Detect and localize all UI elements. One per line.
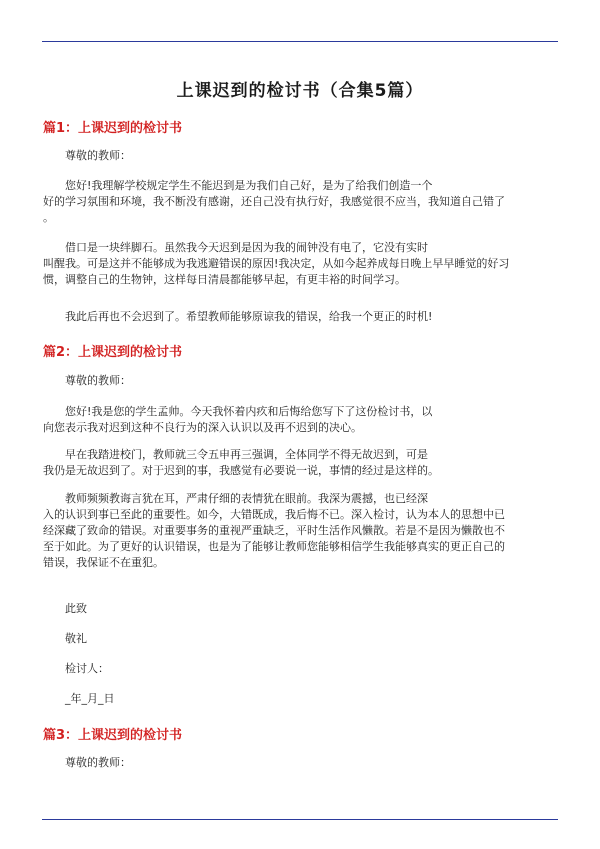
text-line: 入的认识到事已至此的重要性。如今，大错既成，我后悔不已。深入检讨，认为本人的思想中已 <box>43 508 505 521</box>
text-line: 向您表示我对迟到这种不良行为的深入认识以及再不迟到的决心。 <box>43 421 362 434</box>
text-line: 教师频频教诲言犹在耳，严肃仔细的表情犹在眼前。我深为震撼，也已经深 <box>65 492 428 505</box>
section-heading-1: 篇1：上课迟到的检讨书 <box>43 121 183 136</box>
text-line: 我仍是无故迟到了。对于迟到的事，我感觉有必要说一说，事情的经过是这样的。 <box>43 464 439 477</box>
closing-line-1: 此致 <box>65 602 87 615</box>
closing-line-4: _年_月_日 <box>65 692 115 705</box>
document-title: 上课迟到的检讨书（合集5篇） <box>176 81 424 101</box>
greeting-3: 尊敬的教师： <box>65 756 131 769</box>
closing-line-2: 敬礼 <box>65 632 87 645</box>
text-line: 至于如此。为了更好的认识错误，也是为了能够让教师您能够相信学生我能够真实的更正自己的 <box>43 540 505 553</box>
paragraph-2-2 <box>43 447 558 479</box>
text-line: 我此后再也不会迟到了。希望教师能够原谅我的错误，给我一个更正的时机! <box>65 310 433 323</box>
text-line: 您好!我理解学校规定学生不能迟到是为我们自己好，是为了给我们创造一个 <box>65 179 433 192</box>
text-line: 好的学习氛围和环境，我不断没有感谢，还自己没有执行好，我感觉很不应当，我知道自己错了 <box>43 195 505 208</box>
paragraph-1-3 <box>43 309 558 325</box>
bottom-rule <box>42 819 558 820</box>
paragraph-1-1 <box>43 178 558 226</box>
section-heading-2: 篇2：上课迟到的检讨书 <box>43 345 183 360</box>
greeting-1: 尊敬的教师： <box>65 149 131 162</box>
text-line: 叫醒我。可是这并不能够成为我逃避错误的原因!我决定，从如今起养成每日晚上早早睡觉的好习 <box>43 257 510 270</box>
text-line: 。 <box>43 211 54 224</box>
text-line: 您好!我是您的学生孟帅。今天我怀着内疚和后悔给您写下了这份检讨书，以 <box>65 405 433 418</box>
top-rule <box>42 41 558 42</box>
paragraph-2-3 <box>43 491 558 571</box>
text-line: 早在我踏进校门，教师就三令五申再三强调，全体同学不得无故迟到，可是 <box>65 448 428 461</box>
section-heading-3: 篇3：上课迟到的检讨书 <box>43 728 183 743</box>
text-line: 惯，调整自己的生物钟，这样每日清晨都能够早起，有更丰裕的时间学习。 <box>43 273 406 286</box>
text-line: 经深藏了致命的错误。对重要事务的重视严重缺乏，平时生活作风懒散。若是不是因为懒散也不 <box>43 524 505 537</box>
paragraph-2-1 <box>43 404 558 436</box>
closing-line-3: 检讨人： <box>65 662 109 675</box>
text-line: 借口是一块绊脚石。虽然我今天迟到是因为我的闹钟没有电了，它没有实时 <box>65 241 428 254</box>
paragraph-1-2 <box>43 240 558 288</box>
text-line: 错误，我保证不在重犯。 <box>43 556 164 569</box>
greeting-2: 尊敬的教师： <box>65 374 131 387</box>
